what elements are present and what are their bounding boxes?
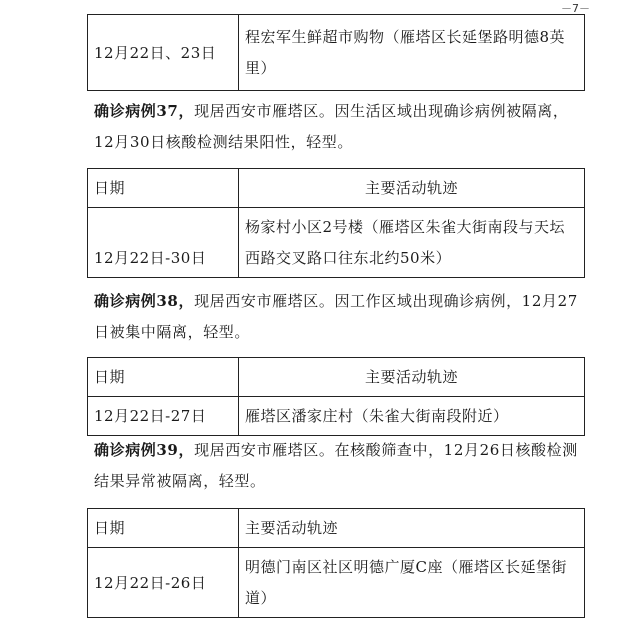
case-39-paragraph bbox=[94, 435, 584, 497]
date-cell: 12月22日-30日 bbox=[88, 208, 239, 278]
case-39-text: 现居西安市雁塔区。在核酸筛查中，12月26日核酸检测结果异常被隔离，轻型。 bbox=[94, 441, 578, 490]
trace-table-case-39 bbox=[87, 508, 585, 618]
track-cell: 雁塔区潘家庄村（朱雀大街南段附近） bbox=[239, 397, 585, 436]
header-date: 日期 bbox=[88, 509, 239, 548]
case-37-label: 确诊病例37， bbox=[94, 102, 195, 120]
track-cell: 程宏军生鲜超市购物（雁塔区长延堡路明德8英里） bbox=[239, 15, 585, 91]
trace-table-continued bbox=[87, 14, 585, 91]
case-37-text: 现居西安市雁塔区。因生活区域出现确诊病例被隔离，12月30日核酸检测结果阳性，轻型。 bbox=[94, 102, 569, 151]
date-cell: 12月22日、23日 bbox=[88, 15, 239, 91]
table-row bbox=[88, 548, 585, 618]
date-cell: 12月22日-27日 bbox=[88, 397, 239, 436]
case-38-paragraph bbox=[94, 286, 584, 348]
trace-table-case-37 bbox=[87, 168, 585, 278]
track-cell: 杨家村小区2号楼（雁塔区朱雀大街南段与天坛西路交叉路口往东北约50米） bbox=[239, 208, 585, 278]
header-track: 主要活动轨迹 bbox=[239, 358, 585, 397]
table-row bbox=[88, 15, 585, 91]
table-row bbox=[88, 397, 585, 436]
header-date: 日期 bbox=[88, 358, 239, 397]
header-date: 日期 bbox=[88, 169, 239, 208]
header-track: 主要活动轨迹 bbox=[239, 169, 585, 208]
table-header-row bbox=[88, 169, 585, 208]
case-38-label: 确诊病例38， bbox=[94, 292, 195, 310]
date-cell: 12月22日-26日 bbox=[88, 548, 239, 618]
case-37-paragraph bbox=[94, 96, 584, 158]
table-header-row bbox=[88, 509, 585, 548]
case-39-label: 确诊病例39， bbox=[94, 441, 195, 459]
page-number: －7－ bbox=[561, 2, 590, 15]
trace-table-case-38 bbox=[87, 357, 585, 436]
case-38-text: 现居西安市雁塔区。因工作区域出现确诊病例，12月27日被集中隔离，轻型。 bbox=[94, 292, 578, 341]
header-track: 主要活动轨迹 bbox=[239, 509, 585, 548]
table-row bbox=[88, 208, 585, 278]
track-cell: 明德门南区社区明德广厦C座（雁塔区长延堡街道） bbox=[239, 548, 585, 618]
table-header-row bbox=[88, 358, 585, 397]
